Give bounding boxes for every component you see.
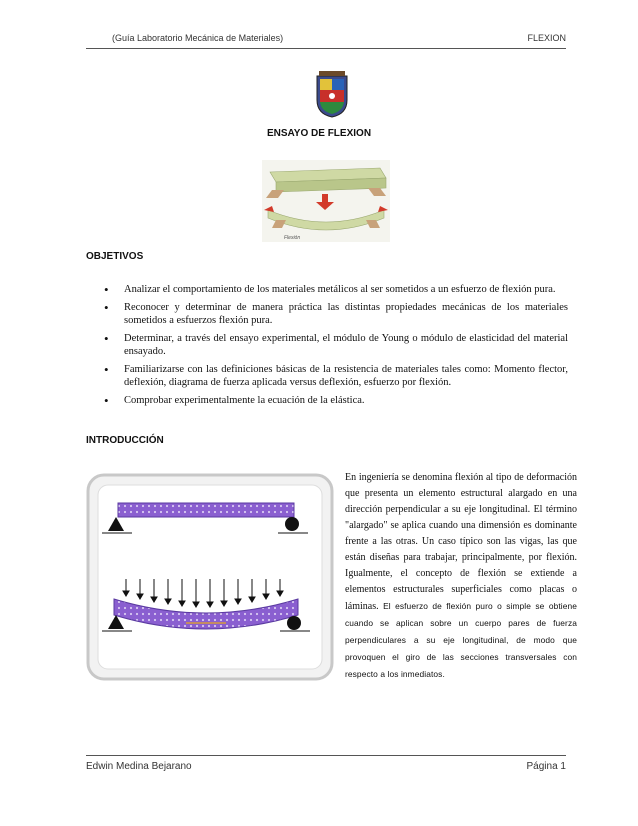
university-crest-icon: [315, 70, 349, 118]
footer-page-number: Página 1: [526, 761, 566, 772]
introduction-text: [345, 470, 577, 683]
beam-figure-caption: Flexión: [284, 235, 301, 241]
list-item: • Analizar el comportamiento de los materiales metálicos al ser sometidos a un esfuerzo de flexión pura.: [94, 283, 568, 296]
list-item: • Reconocer y determinar de manera práctica las distintas propiedades mecánicas de los materiales sometidos a esfuerzos flexión pura.: [94, 301, 568, 327]
flexion-beam-illustration: [262, 160, 390, 242]
introduction-paragraph: En ingeniería se denomina flexión al tipo de deformación que presenta un elemento estructural alargado en una dirección perpendicular a su eje longitudinal. El término "alargado" se aplica cuando una dimensión es dominante frente a las otras. Un caso típico son las vigas, las que están diseñas para trabajar, principalmente, por flexión. Igualmente, el concepto de flexión se extiende a elementos estructurales superficiales como placas o láminas.: [345, 472, 577, 612]
list-item: • Familiarizarse con las definiciones básicas de la resistencia de materiales tales como: Momento flector, deflexión, diagrama de fuerza aplicada versus deflexión, esfuerzo por flexión.: [94, 363, 568, 389]
header-divider: [86, 48, 566, 49]
footer-divider: [86, 755, 566, 756]
page-title: ENSAYO DE FLEXION: [266, 128, 372, 139]
list-item: • Comprobar experimentalmente la ecuación de la elástica.: [94, 394, 568, 407]
header-right: FLEXION: [527, 33, 566, 43]
introduction-heading: INTRODUCCIÓN: [86, 435, 164, 446]
introduction-paragraph-pure-bending: El esfuerzo de flexión puro o simple se obtiene cuando se aplican sobre un cuerpo pares de fuerza perpendiculares a su eje longitudinal, de modo que provoquen el giro de las secciones transversales con respecto a los inmediatos.: [345, 601, 577, 679]
objectives-heading: OBJETIVOS: [86, 251, 144, 262]
footer-author: Edwin Medina Bejarano: [86, 761, 192, 772]
list-item: • Determinar, a través del ensayo experimental, el módulo de Young o módulo de elasticidad del material ensayado.: [94, 332, 568, 358]
objectives-list: [94, 283, 568, 412]
header-left: (Guía Laboratorio Mecánica de Materiales): [112, 33, 284, 43]
simple-beam-bending-diagram: [86, 473, 334, 681]
